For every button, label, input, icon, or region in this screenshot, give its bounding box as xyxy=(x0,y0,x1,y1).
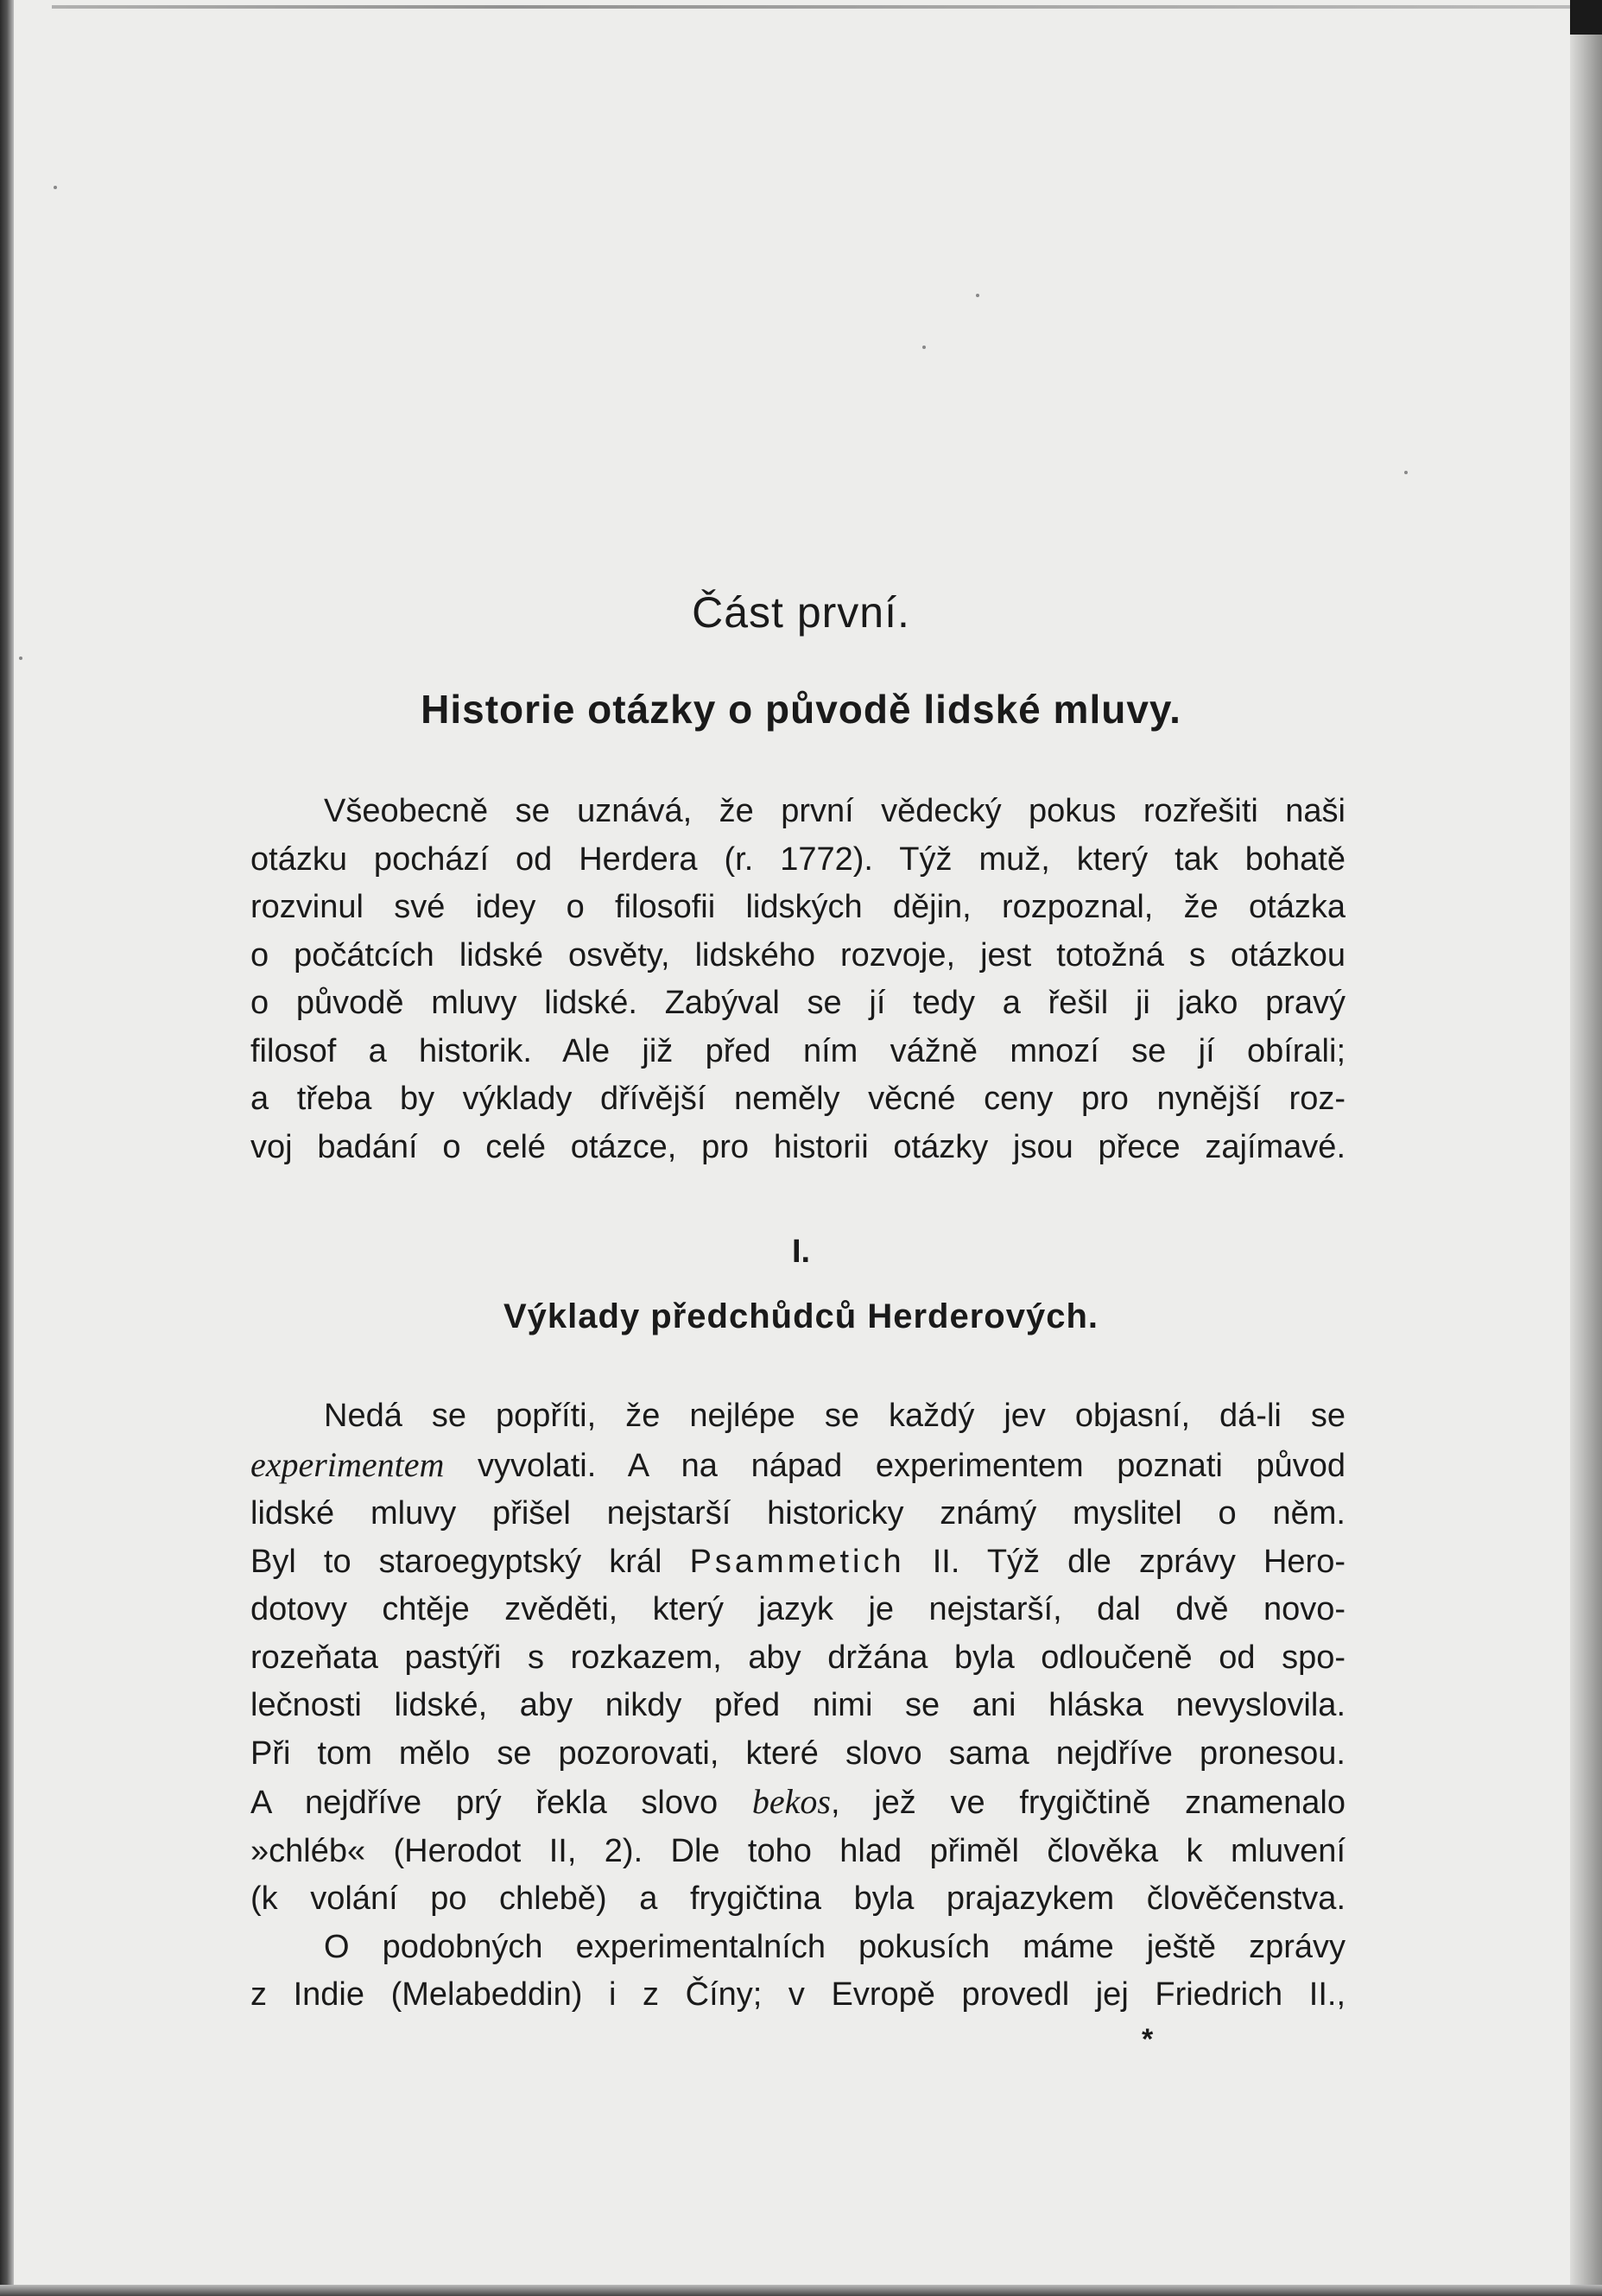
italic-term: bekos xyxy=(751,1782,831,1821)
body-line: rozeňata pastýři s rozkazem, aby držána byla odloučeně od spo- xyxy=(250,1639,1346,1676)
body-line: Nedá se popříti, že nejlépe se každý jev objasní, dá-li se xyxy=(324,1398,1346,1434)
page-left-edge xyxy=(0,0,14,2296)
section-title: Výklady předchůdců Herderových. xyxy=(503,1297,1099,1335)
page-bottom-edge xyxy=(0,2285,1602,2296)
intro-line: o původě mluvy lidské. Zabýval se jí tedy a řešil ji jako pravý xyxy=(250,985,1346,1021)
body-line: dotovy chtěje zvěděti, který jazyk je nejstarší, dal dvě novo- xyxy=(250,1591,1346,1627)
intro-line: filosof a historik. Ale již před ním vážně mnozí se jí obírali; xyxy=(250,1032,1346,1069)
italic-term: experimentem xyxy=(250,1444,445,1484)
spaced-name: Psammetich xyxy=(689,1543,905,1580)
body-text: A nejdříve prý řekla slovo xyxy=(250,1785,752,1821)
body-line xyxy=(250,1778,1346,1828)
page-top-edge xyxy=(52,5,1572,9)
intro-line: rozvinul své idey o filosofii lidských dějin, rozpoznal, že otázka xyxy=(250,889,1346,925)
body-line: lečnosti lidské, aby nikdy před nimi se ani hláska nevyslovila. xyxy=(250,1687,1346,1723)
body-text: vyvolati. A na nápad experimentem poznati původ xyxy=(444,1447,1346,1484)
body-line xyxy=(250,1538,1346,1587)
body-line: Při tom mělo se pozorovati, které slovo sama nejdříve pronesou. xyxy=(250,1735,1346,1772)
intro-line: a třeba by výklady dřívější neměly věcné ceny pro nynější roz- xyxy=(250,1081,1346,1117)
part-title: Část první. xyxy=(692,588,910,637)
intro-paragraph xyxy=(250,788,1346,1171)
intro-line: o počátcích lidské osvěty, lidského rozvoje, jest totožná s otázkou xyxy=(250,936,1346,974)
page-corner xyxy=(1570,0,1602,35)
body-line xyxy=(250,1441,1346,1491)
signature-mark: * xyxy=(1142,2023,1154,2056)
body-line: (k volání po chlebě) a frygičtina byla prajazykem člověčenstva. xyxy=(250,1881,1346,1917)
page-right-edge xyxy=(1570,0,1602,2296)
intro-line: Všeobecně se uznává, že první vědecký pokus rozřešiti naši xyxy=(324,793,1346,829)
body-line: O podobných experimentalních pokusích máme ještě zprávy xyxy=(324,1928,1346,1965)
intro-line: voj badání o celé otázce, pro historii otázky jsou přece zajímavé. xyxy=(250,1128,1346,1165)
body-paragraph xyxy=(250,1392,1346,2020)
body-text: Byl to staroegyptský král xyxy=(250,1543,690,1580)
main-title: Historie otázky o původě lidské mluvy. xyxy=(421,687,1181,732)
section-number: I. xyxy=(791,1234,811,1270)
body-line: lidské mluvy přišel nejstarší historicky známý myslitel o něm. xyxy=(250,1495,1346,1532)
intro-line: otázku pochází od Herdera (r. 1772). Týž muž, který tak bohatě xyxy=(250,840,1346,878)
body-text: , jež ve frygičtině znamenalo xyxy=(830,1785,1346,1821)
body-line: z Indie (Melabeddin) i z Číny; v Evropě provedl jej Friedrich II., xyxy=(250,1976,1346,2013)
body-line: »chléb« (Herodot II, 2). Dle toho hlad přiměl člověka k mluvení xyxy=(250,1832,1346,1869)
body-text: II. Týž dle zprávy Hero- xyxy=(904,1543,1346,1580)
